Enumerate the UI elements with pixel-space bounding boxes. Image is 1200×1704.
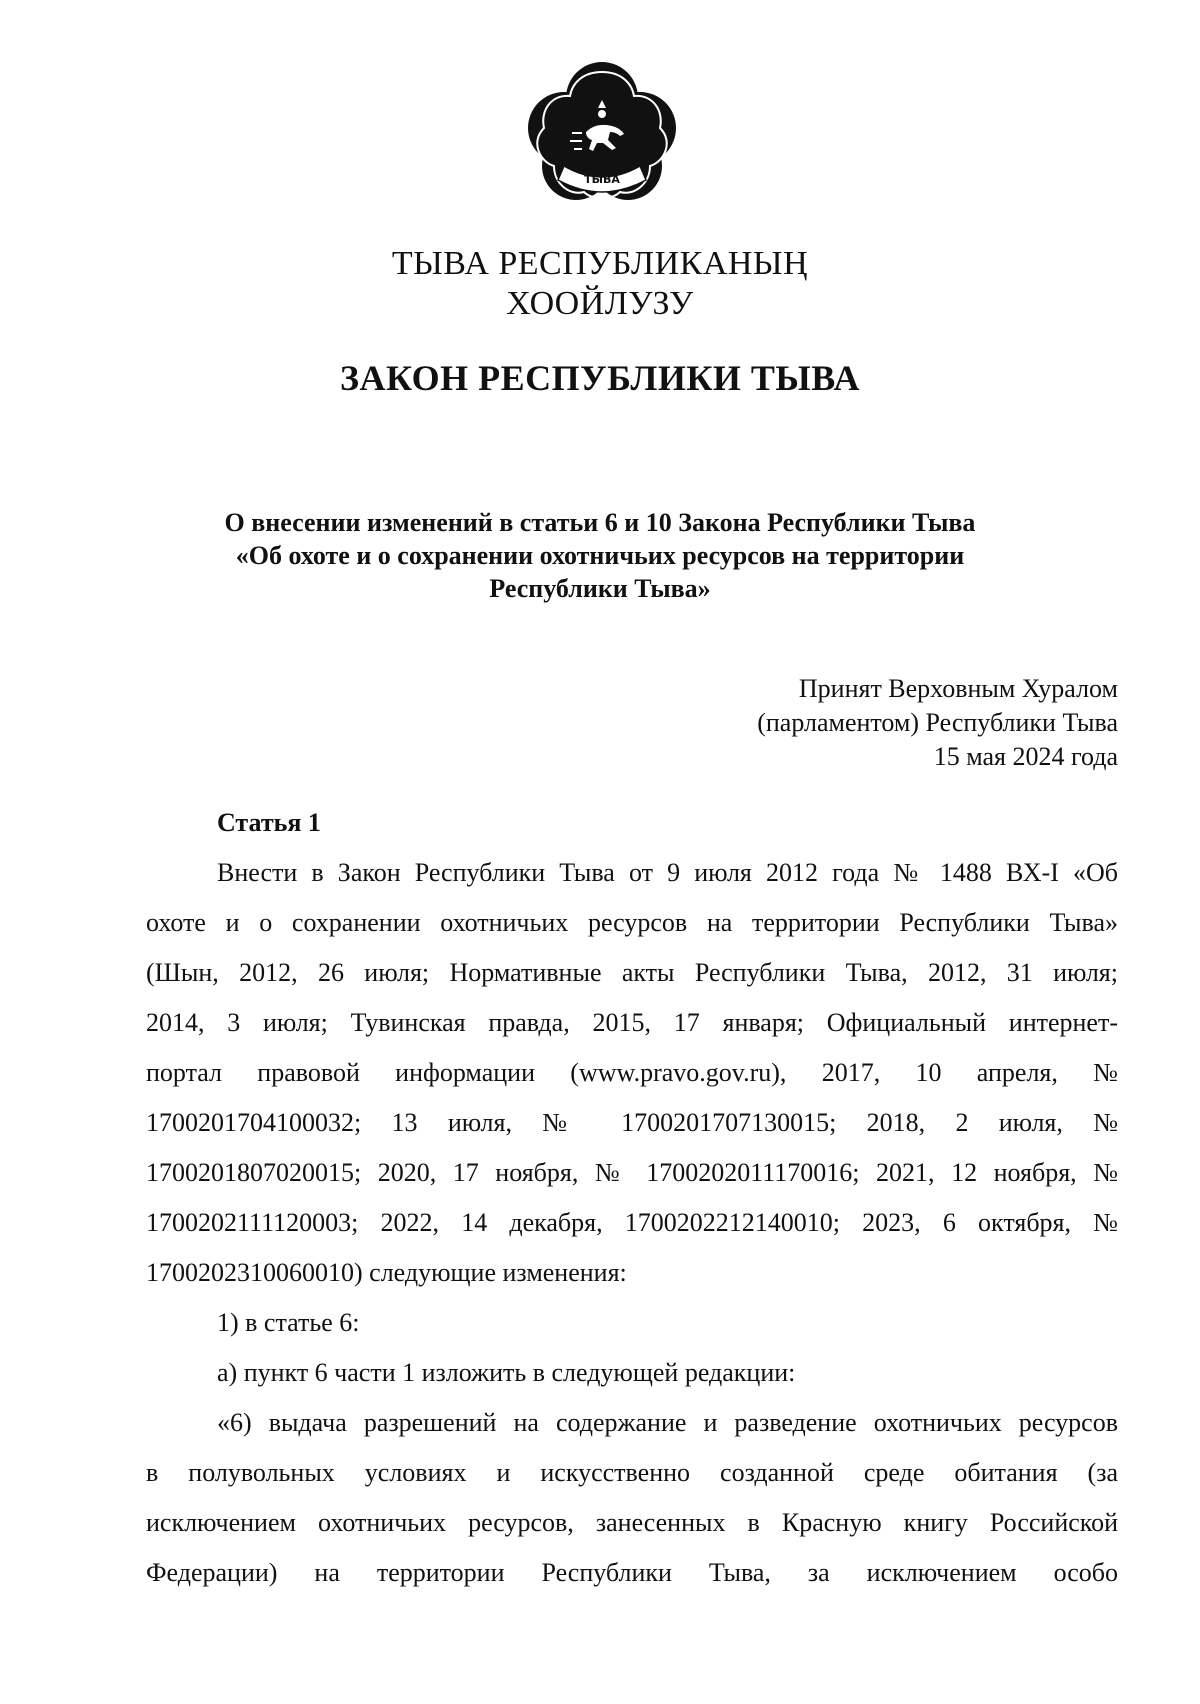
emblem-ribbon-text: ТЫВА [584, 173, 620, 186]
body-line: «6) выдача разрешений на содержание и разведение охотничьих ресурсов [217, 1408, 1118, 1437]
body-line: 1700201704100032; 13 июля, № 1700201707130015; 2018, 2 июля, № [146, 1108, 1118, 1137]
adopted-line-2: (парламентом) Республики Тыва [757, 708, 1118, 737]
adopted-line-1: Принят Верховным Хуралом [798, 674, 1118, 703]
body-line: 1700202111120003; 2022, 14 декабря, 1700202212140010; 2023, 6 октября, № [146, 1208, 1118, 1237]
body-line: в полувольных условиях и искусственно созданной среде обитания (за [146, 1458, 1118, 1487]
adopted-line-3: 15 мая 2024 года [933, 742, 1118, 771]
body-line: 1700201807020015; 2020, 17 ноября, № 1700202011170016; 2021, 12 ноября, № [146, 1158, 1118, 1187]
subject-line-2: «Об охоте и о сохранении охотничьих ресурсов на территории [235, 541, 965, 570]
body-line: 1) в статье 6: [217, 1308, 360, 1337]
subject-line-1: О внесении изменений в статьи 6 и 10 Закона Республики Тыва [224, 508, 976, 537]
tyva-coat-of-arms-icon [524, 58, 680, 208]
body-line: (Шын, 2012, 26 июля; Нормативные акты Республики Тыва, 2012, 31 июля; [146, 958, 1118, 987]
body-line: 1700202310060010) следующие изменения: [146, 1258, 627, 1287]
header-line-1: ТЫВА РЕСПУБЛИКАНЫҢ [391, 245, 809, 282]
body-line: Внести в Закон Республики Тыва от 9 июля 2012 года № 1488 ВХ-I «Об [217, 858, 1118, 887]
body-line: 2014, 3 июля; Тувинская правда, 2015, 17 января; Официальный интернет- [146, 1008, 1118, 1037]
law-title: ЗАКОН РЕСПУБЛИКИ ТЫВА [339, 358, 861, 398]
subject-line-3: Республики Тыва» [489, 574, 711, 603]
article-heading: Статья 1 [217, 808, 321, 837]
body-line: исключением охотничьих ресурсов, занесенных в Красную книгу Российской [146, 1508, 1118, 1537]
body-line: Федерации) на территории Республики Тыва, за исключением особо [146, 1558, 1118, 1587]
coat-of-arms-emblem [524, 58, 680, 208]
header-line-2: ХООЙЛУЗУ [506, 285, 694, 322]
body-line: охоте и о сохранении охотничьих ресурсов на территории Республики Тыва» [146, 908, 1118, 937]
body-line: портал правовой информации (www.pravo.gov.ru), 2017, 10 апреля, № [146, 1058, 1118, 1087]
body-line: а) пункт 6 части 1 изложить в следующей редакции: [217, 1358, 796, 1387]
